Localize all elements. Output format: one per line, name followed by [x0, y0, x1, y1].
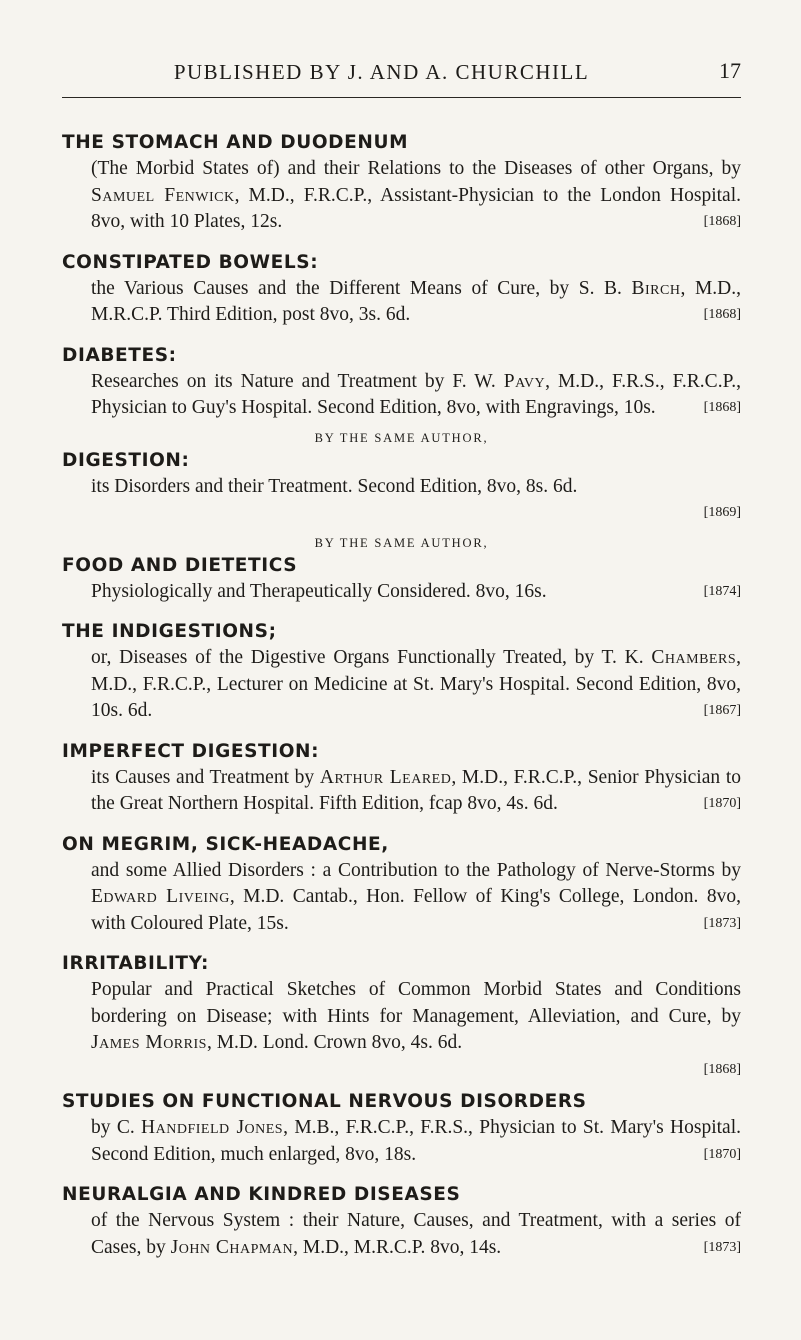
book-description: the Various Causes and the Different Means of Cure, by S. B. Birch, M.D., M.R.C.P. Third Edition, post 8vo, 3s. 6d. [1868]: [91, 276, 741, 329]
running-head: PUBLISHED BY J. AND A. CHURCHILL: [173, 60, 590, 84]
author-name: Pavy: [503, 370, 546, 392]
author-name: John Chapman: [170, 1236, 294, 1258]
book-entry: [62, 250, 741, 329]
author-name: Birch: [631, 277, 681, 299]
same-author-note: BY THE SAME AUTHOR,: [314, 430, 489, 445]
year-label: [1868]: [703, 1061, 741, 1077]
author-name: Handfield Jones: [141, 1117, 284, 1138]
book-description: Researches on its Nature and Treatment by F. W. Pavy, M.D., F.R.S., F.R.C.P., Physician to Guy's Hospital. Second Edition, 8vo, with Engravings, 10s. [1868]: [91, 369, 741, 422]
book-title: IMPERFECT DIGESTION:: [62, 740, 320, 762]
year-label: [1868]: [703, 214, 741, 229]
book-description: its Disorders and their Treatment. Second Edition, 8vo, 8s. 6d.: [91, 475, 578, 497]
book-title: FOOD AND DIETETICS: [62, 554, 298, 576]
book-entry: [62, 619, 741, 725]
author-name: James Morris: [91, 1032, 207, 1053]
same-author-note: BY THE SAME AUTHOR,: [314, 535, 489, 550]
book-title: THE STOMACH AND DUODENUM: [62, 132, 409, 153]
book-description: Physiologically and Therapeutically Considered. 8vo, 16s. [1874]: [91, 579, 741, 606]
book-description: or, Diseases of the Digestive Organs Functionally Treated, by T. K. Chambers, M.D., F.R.C.P., Lecturer on Medicine at St. Mary's Hospital. Second Edition, 8vo, 10s. 6d. [1867]: [91, 645, 741, 725]
book-entry: [62, 1182, 741, 1261]
book-entry: [62, 739, 741, 818]
year-label: [1870]: [703, 796, 741, 811]
book-title: CONSTIPATED BOWELS:: [62, 251, 319, 273]
author-name: Edward Liveing: [91, 886, 230, 907]
year-label: [1873]: [703, 1239, 741, 1255]
book-entry: [62, 428, 741, 527]
book-description: Popular and Practical Sketches of Common Morbid States and Conditions bordering on Disease; with Hints for Management, Alleviation, and Cure, by James Morris, M.D. Lond. Crown 8vo, 4s. 6d.: [91, 979, 741, 1053]
page-header: [62, 0, 741, 118]
year-label: [1870]: [703, 1146, 741, 1162]
author-name: Chambers: [651, 647, 737, 668]
book-title: DIABETES:: [62, 344, 177, 366]
book-description: by C. Handfield Jones, M.B., F.R.C.P., F.R.S., Physician to St. Mary's Hospital. Second Edition, much enlarged, 8vo, 18s. [1870]: [91, 1115, 741, 1168]
book-title: THE INDIGESTIONS;: [62, 621, 277, 642]
book-entry: [62, 832, 741, 938]
author-name: Arthur Leared: [319, 766, 452, 788]
year-label: [1869]: [703, 505, 741, 520]
book-title: IRRITABILITY:: [62, 953, 210, 974]
book-description: and some Allied Disorders : a Contribution to the Pathology of Nerve-Storms by Edward Liveing, M.D. Cantab., Hon. Fellow of King's College, London. 8vo, with Coloured Plate, 15s. [1873]: [91, 858, 741, 938]
year-label: [1874]: [703, 583, 741, 599]
book-description: of the Nervous System : their Nature, Causes, and Treatment, with a series of Cases, by John Chapman, M.D., M.R.C.P. 8vo, 14s. [1873]: [91, 1208, 741, 1261]
book-description: its Causes and Treatment by Arthur Leared, M.D., F.R.C.P., Senior Physician to the Great Northern Hospital. Fifth Edition, fcap 8vo, 4s. 6d. [1870]: [91, 765, 741, 818]
book-description: (The Morbid States of) and their Relations to the Diseases of other Organs, by Samuel Fenwick, M.D., F.R.C.P., Assistant-Physician to the London Hospital. 8vo, with 10 Plates, 12s. [1868]: [91, 156, 741, 236]
author-name: Samuel Fenwick: [91, 184, 235, 206]
book-title: STUDIES ON FUNCTIONAL NERVOUS DISORDERS: [62, 1091, 587, 1112]
header-rule: [62, 97, 741, 98]
year-label: [1873]: [703, 915, 741, 931]
book-entry: [62, 1089, 741, 1168]
book-entry: [62, 130, 741, 236]
page-number: 17: [719, 58, 741, 83]
book-entry: [62, 343, 741, 422]
year-label: [1868]: [703, 400, 741, 415]
book-entry: [62, 533, 741, 606]
year-label: [1868]: [703, 307, 741, 322]
book-title: ON MEGRIM, SICK-HEADACHE,: [62, 833, 389, 855]
book-title: DIGESTION:: [62, 449, 190, 471]
book-title: NEURALGIA AND KINDRED DISEASES: [62, 1184, 461, 1205]
book-entry: [62, 951, 741, 1083]
year-label: [1867]: [703, 703, 741, 718]
